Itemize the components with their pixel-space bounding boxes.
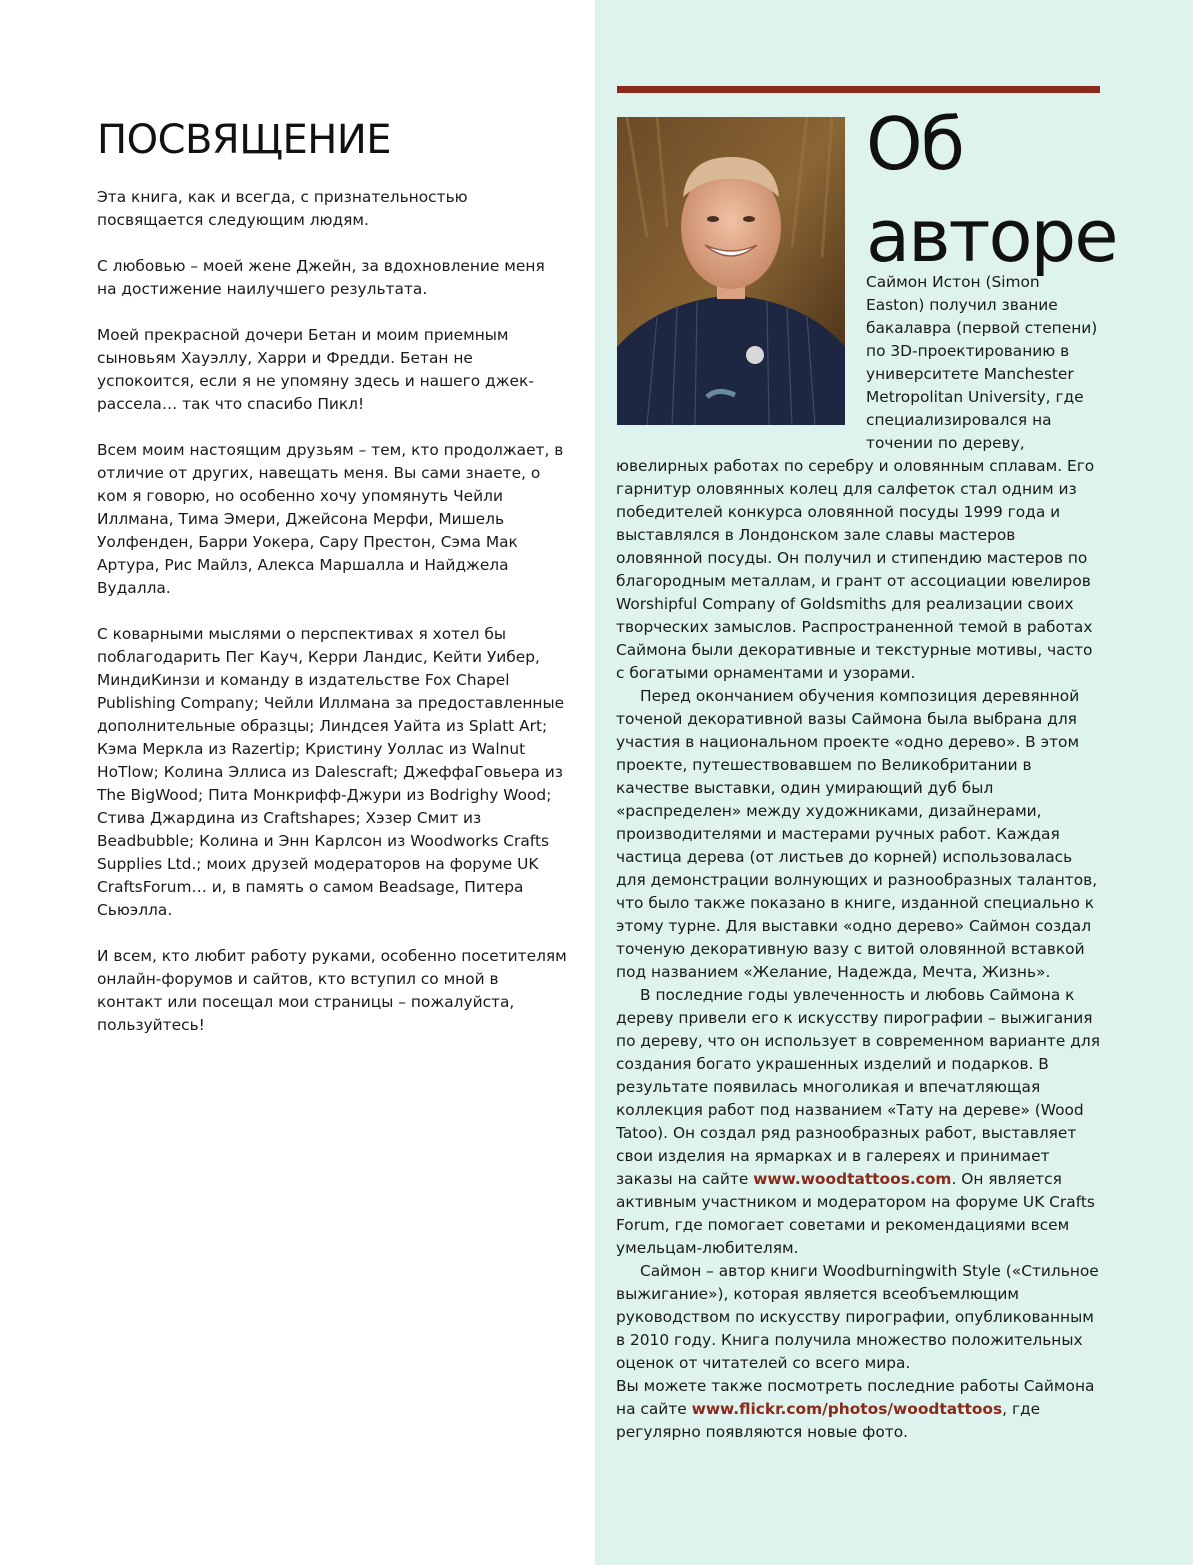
about-title [866,98,1117,282]
bio-text: . Он является активным участником и модератором на форуме UK Crafts Forum, где помогает советами и рекомендациями всем умельцам-любителям. [616,1170,1095,1257]
dedication-paragraph: Всем моим настоящим друзьям – тем, кто продолжает, в отличие от других, навещать меня. Вы сами знаете, о ком я говорю, но особенно хочу упомянуть Чейли Иллмана, Тима Эмери, Джейсона Мерфи, Мишель Уолфенден, Барри Уокера, Сару Престон, Сэма Мак Артура, Рис Майлз, Алекса Маршалла и Найджела Вудалла. [97,441,564,597]
bio-paragraph [616,1375,1100,1444]
dedication-paragraph: Моей прекрасной дочери Бетан и моим приемным сыновьям Хауэллу, Харри и Фредди. Бетан не успокоится, если я не упомяну здесь и нашего джек-рассела… так что спасибо Пикл! [97,326,534,413]
dedication-paragraph: С любовью – моей жене Джейн, за вдохновление меня на достижение наилучшего результата. [97,257,545,298]
section-divider-rule [617,86,1100,93]
bio-paragraph: Перед окончанием обучения композиция деревянной точеной декоративной вазы Саймона была выбрана для участия в национальном проекте «одно дерево». В этом проекте, путешествовавшем по Великобритании в качестве выставки, один умирающий дуб был «распределен» между художниками, дизайнерами, производителями и мастерами ручных работ. Каждая частица дерева (от листьев до корней) использовалась для демонстрации волнующих и разнообразных талантов, что было также показано в книге, изданной специально к этому турне. Для выставки «одно дерево» Саймон создал точеную декоративную вазу с витой оловянной вставкой под названием «Желание, Надежда, Мечта, Жизнь». [616,687,1098,981]
dedication-section [97,112,567,1060]
bio-text: В последние годы увлеченность и любовь Саймона к дереву привели его к искусству пирографии – выжигания по дереву, что он использует в современном варианте для создания богато украшенных изделий и подарков. В результате появилась многоликая и впечатляющая коллекция работ под названием «Тату на дереве» (Wood Tatoo). Он создал ряд разнообразных работ, выставляет свои изделия на ярмарках и в галереях и принимает заказы на сайте [616,986,1100,1188]
bio-body [616,455,1100,1444]
dedication-paragraph: С коварными мыслями о перспективах я хотел бы поблагодарить Пег Кауч, Керри Ландис, Кейти Уибер, МиндиКинзи и команду в издательстве Fox Chapel Publishing Company; Чейли Иллмана за предоставленные дополнительные образцы; Линдсея Уайта из Splatt Art; Кэма Меркла из Razertip; Кристину Уоллас из Walnut HoTlow; Колина Эллиса из Dalescraft; ДжеффаГовьера из The BigWood; Пита Монкрифф-Джури из Bodrighy Wood; Стива Джардина из Craftshapes; Хэзер Смит из Beadbubble; Колина и Энн Карлсон из Woodworks Crafts Supplies Ltd.; моих друзей модераторов на форуме UK CraftsForum… и, в память о самом Beadsage, Питера Сьюэлла. [97,625,565,919]
dedication-paragraph: И всем, кто любит работу руками, особенно посетителям онлайн-форумов и сайтов, кто вступил со мной в контакт или посещал мои страницы – пожалуйста, пользуйтесь! [97,947,567,1034]
woodtattoos-link[interactable]: www.woodtattoos.com [753,1170,952,1188]
bio-text: Вы можете также посмотреть последние работы Саймона на сайте [616,1377,1095,1418]
author-photo [617,117,845,425]
dedication-title: ПОСВЯЩЕНИЕ [97,117,392,163]
bio-paragraph [616,984,1100,1260]
about-title-line2: авторе [866,194,1117,278]
dedication-paragraph: Эта книга, как и всегда, с признательностью посвящается следующим людям. [97,188,468,229]
bio-intro: Саймон Истон (Simon Easton) получил звание бакалавра (первой степени) по 3D-проектированию в университете Manchester Metropolitan University, где специализировался на точении по дереву, [866,273,1098,452]
about-title-line1: Об [866,102,964,186]
flickr-link[interactable]: www.flickr.com/photos/woodtattoos [691,1400,1003,1418]
bio-paragraph: ювелирных работах по серебру и оловянным сплавам. Его гарнитур оловянных колец для салфеток стал одним из победителей конкурса оловянной посуды 1999 года и выставлялся в Лондонском зале славы мастеров оловянной посуды. Он получил и стипендию мастеров по благородным металлам, и грант от ассоциации ювелиров Worshipful Company of Goldsmiths для реализации своих творческих замыслов. Распространенной темой в работах Саймона были декоративные и текстурные мотивы, часто с богатыми орнаментами и узорами. [616,457,1095,682]
bio-paragraph: Саймон – автор книги Woodburningwith Style («Стильное выжигание»), которая является всеобъемлющим руководством по искусству пирографии, опубликованным в 2010 году. Книга получила множество положительных оценок от читателей со всего мира. [616,1262,1099,1372]
bio-text: , где регулярно появляются новые фото. [616,1400,1041,1441]
